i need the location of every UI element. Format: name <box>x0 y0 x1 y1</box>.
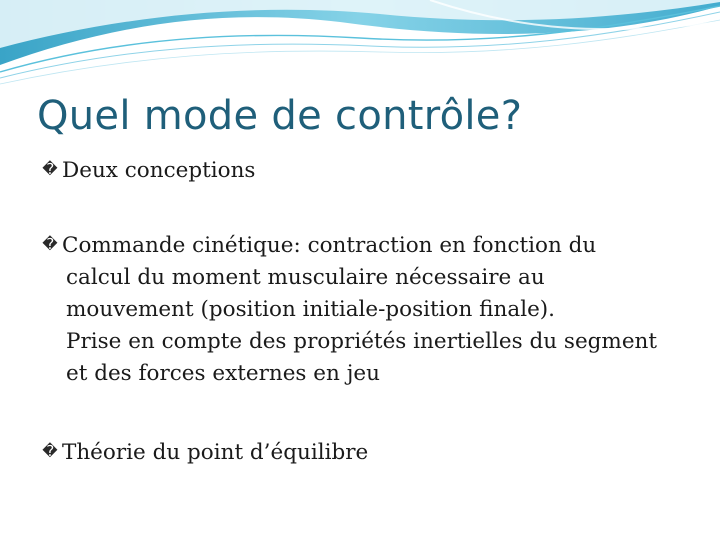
bullet-text: Théorie du point d’équilibre <box>62 440 369 465</box>
bullet-text: et des forces externes en jeu <box>66 361 380 386</box>
bullet-text: Prise en compte des propriétés inertielles du segment <box>66 329 658 354</box>
bullet-text: mouvement (position initiale-position finale). <box>66 297 556 322</box>
decorative-wave-header <box>0 0 720 90</box>
slide-title: Quel mode de contrôle? <box>37 93 523 139</box>
bullet-marker-icon: � <box>42 442 58 460</box>
bullet-item <box>40 437 690 469</box>
bullet-item <box>40 230 690 390</box>
bullet-marker-icon: � <box>42 235 58 253</box>
bullet-item <box>40 155 690 187</box>
bullet-text: Commande cinétique: contraction en fonction du <box>62 233 597 258</box>
bullet-text: calcul du moment musculaire nécessaire au <box>66 265 545 290</box>
bullet-text: Deux conceptions <box>62 158 256 183</box>
bullet-marker-icon: � <box>42 160 58 178</box>
